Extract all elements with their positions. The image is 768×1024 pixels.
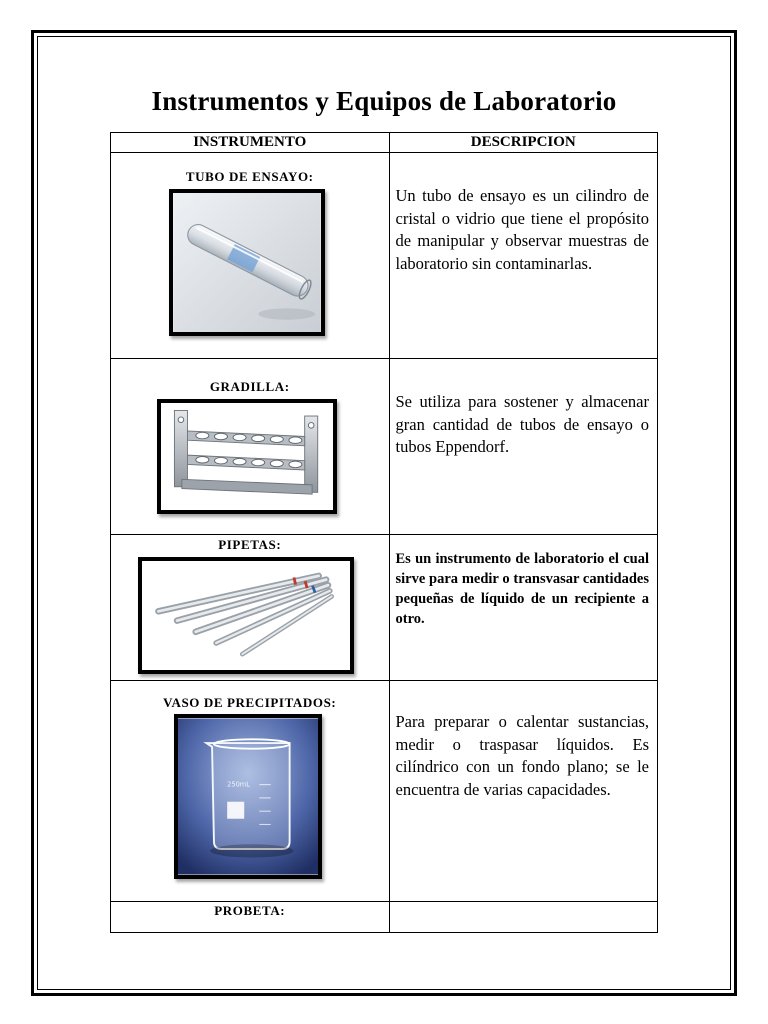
instrument-cell	[111, 681, 390, 902]
instrument-name: GRADILLA:	[209, 379, 290, 394]
test-tube-photo	[169, 189, 325, 336]
table-row	[111, 359, 658, 535]
instrument-description: Es un instrumento de laboratorio el cual sirve para medir o transvasar cantidades pequeñas de líquido de un recipiente a otro.	[395, 551, 649, 627]
table-row	[111, 535, 658, 681]
beaker-photo	[174, 714, 322, 879]
test-tube-image	[173, 193, 321, 332]
description-cell	[389, 153, 658, 359]
test-tube-rack-photo	[157, 399, 337, 514]
instrument-cell	[111, 359, 390, 535]
instrument-name: TUBO DE ENSAYO:	[185, 169, 314, 184]
instrument-cell	[111, 535, 390, 681]
column-header-instrument: INSTRUMENTO	[111, 133, 390, 153]
instrument-cell	[111, 902, 390, 933]
pipettes-photo	[138, 557, 354, 674]
svg-text:250mL: 250mL	[227, 780, 250, 789]
table-row	[111, 902, 658, 933]
table-row	[111, 153, 658, 359]
description-cell	[389, 681, 658, 902]
page-title: Instrumentos y Equipos de Laboratorio	[151, 86, 617, 116]
column-header-description: DESCRIPCION	[389, 133, 658, 153]
instrument-description: Un tubo de ensayo es un cilindro de cristal o vidrio que tiene el propósito de manipular y observar muestras de laboratorio sin contaminarlas.	[395, 186, 649, 273]
description-cell	[389, 359, 658, 535]
table-header-row	[111, 133, 658, 153]
instruments-table	[110, 132, 658, 933]
instrument-name: PROBETA:	[214, 903, 286, 918]
description-cell	[389, 902, 658, 933]
description-cell	[389, 535, 658, 681]
instrument-name: VASO DE PRECIPITADOS:	[163, 695, 337, 710]
table-row	[111, 681, 658, 902]
pipettes-image	[142, 561, 350, 670]
instrument-description: Se utiliza para sostener y almacenar gran cantidad de tubos de ensayo o tubos Eppendorf.	[395, 392, 649, 456]
instrument-description: Para preparar o calentar sustancias, medir o traspasar líquidos. Es cilíndrico con un fondo plano; se le encuentra de varias capacidades.	[395, 712, 649, 799]
test-tube-rack-image	[161, 403, 333, 510]
instrument-cell	[111, 153, 390, 359]
instrument-name: PIPETAS:	[218, 537, 282, 552]
beaker-image	[178, 718, 318, 875]
